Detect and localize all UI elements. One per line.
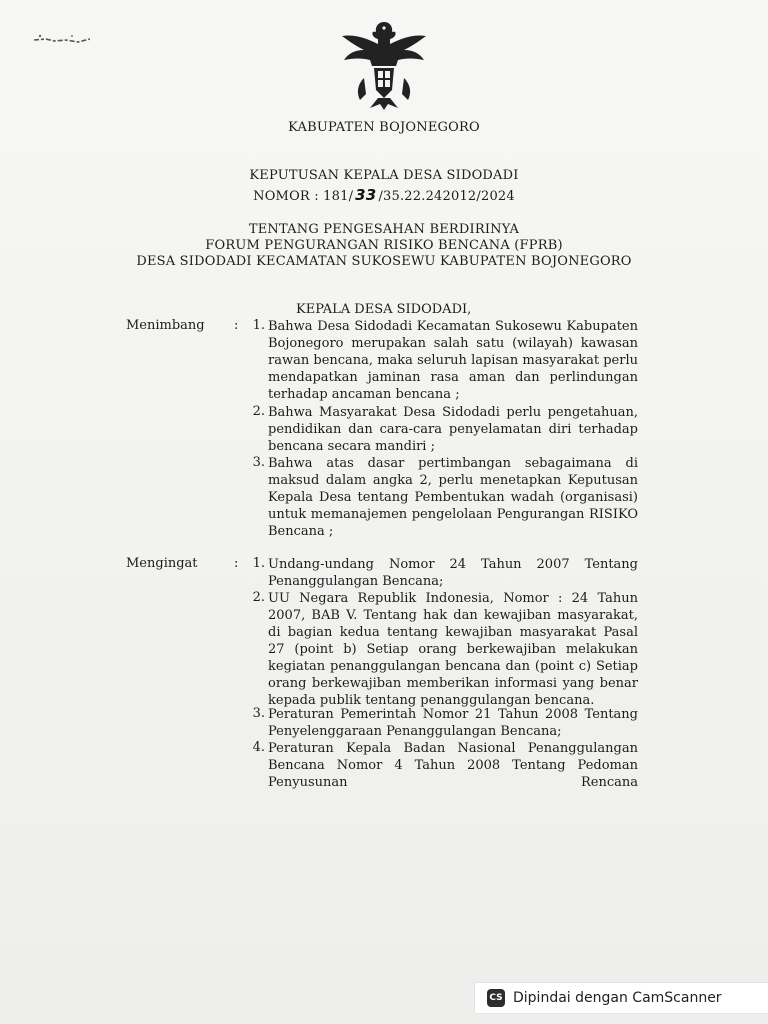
decree-number-suffix: /35.22.242012/2024 bbox=[378, 189, 515, 204]
decree-number-prefix: NOMOR : 181/ bbox=[253, 189, 354, 204]
village-head-title: KEPALA DESA SIDODADI, bbox=[296, 302, 472, 317]
list-item-text: UU Negara Republik Indonesia, Nomor : 24 Tahun 2007, BAB V. Tentang hak dan kewajiban masyarakat, di bagian kedua tentang kewajiban masyarakat Pasal 27 (point b) Setiap orang berkewajiban melakukan kegiatan penanggulangan bencana dan (point c) Setiap orang berkewajiban memberikan informasi yang benar kepada publik tentang penanggulangan bencana. bbox=[268, 591, 638, 708]
list-item-number: 2. bbox=[252, 590, 265, 605]
section-label-mengingat: Mengingat bbox=[126, 556, 198, 571]
subject-line-3: DESA SIDODADI KECAMATAN SUKOSEWU KABUPATEN BOJONEGORO bbox=[136, 254, 632, 269]
scan-artifact-mark bbox=[32, 30, 94, 48]
decree-number-handwritten: 33 bbox=[355, 186, 377, 204]
list-item-text: Bahwa atas dasar pertimbangan sebagaimana di maksud dalam angka 2, perlu menetapkan Keputusan Kepala Desa tentang Pembentukan wadah (organisasi) untuk memanajemen pengelolaan Pengurangan RISIKO Bencana ; bbox=[268, 456, 638, 539]
camscanner-icon: CS bbox=[487, 989, 505, 1007]
decree-title: KEPUTUSAN KEPALA DESA SIDODADI bbox=[249, 168, 519, 183]
list-item-number: 4. bbox=[252, 740, 265, 755]
list-item-text: Peraturan Kepala Badan Nasional Penanggulangan Bencana Nomor 4 Tahun 2008 Tentang Pedoman Penyusunan Rencana bbox=[268, 741, 638, 790]
section-label-menimbang: Menimbang bbox=[126, 318, 205, 333]
list-item-text: Bahwa Desa Sidodadi Kecamatan Sukosewu Kabupaten Bojonegoro merupakan salah satu (wilayah) kawasan rawan bencana, maka seluruh lapisan masyarakat perlu mendapatkan jaminan rasa aman dan perlindungan terhadap ancaman bencana ; bbox=[268, 319, 638, 402]
list-item-text: Undang-undang Nomor 24 Tahun 2007 Tentang Penanggulangan Bencana; bbox=[268, 557, 638, 589]
list-item-number: 3. bbox=[252, 455, 265, 470]
list-item-number: 2. bbox=[252, 404, 265, 419]
section-colon: : bbox=[234, 318, 239, 333]
subject-line-2: FORUM PENGURANGAN RISIKO BENCANA (FPRB) bbox=[205, 238, 563, 253]
list-item-number: 1. bbox=[252, 556, 265, 571]
watermark-label: Dipindai dengan CamScanner bbox=[513, 990, 722, 1006]
decree-number bbox=[0, 186, 768, 204]
list-item-number: 1. bbox=[252, 318, 265, 333]
regency-heading: KABUPATEN BOJONEGORO bbox=[288, 120, 480, 135]
list-item-number: 3. bbox=[252, 706, 265, 721]
subject-line-1: TENTANG PENGESAHAN BERDIRINYA bbox=[248, 222, 520, 237]
section-colon: : bbox=[234, 556, 239, 571]
list-item-text: Bahwa Masyarakat Desa Sidodadi perlu pengetahuan, pendidikan dan cara-cara penyelamatan diri terhadap bencana secara mandiri ; bbox=[268, 405, 638, 454]
list-item-text: Peraturan Pemerintah Nomor 21 Tahun 2008 Tentang Penyelenggaraan Penanggulangan Bencana; bbox=[268, 707, 638, 739]
garuda-emblem-icon bbox=[334, 8, 434, 112]
camscanner-watermark bbox=[474, 982, 768, 1014]
